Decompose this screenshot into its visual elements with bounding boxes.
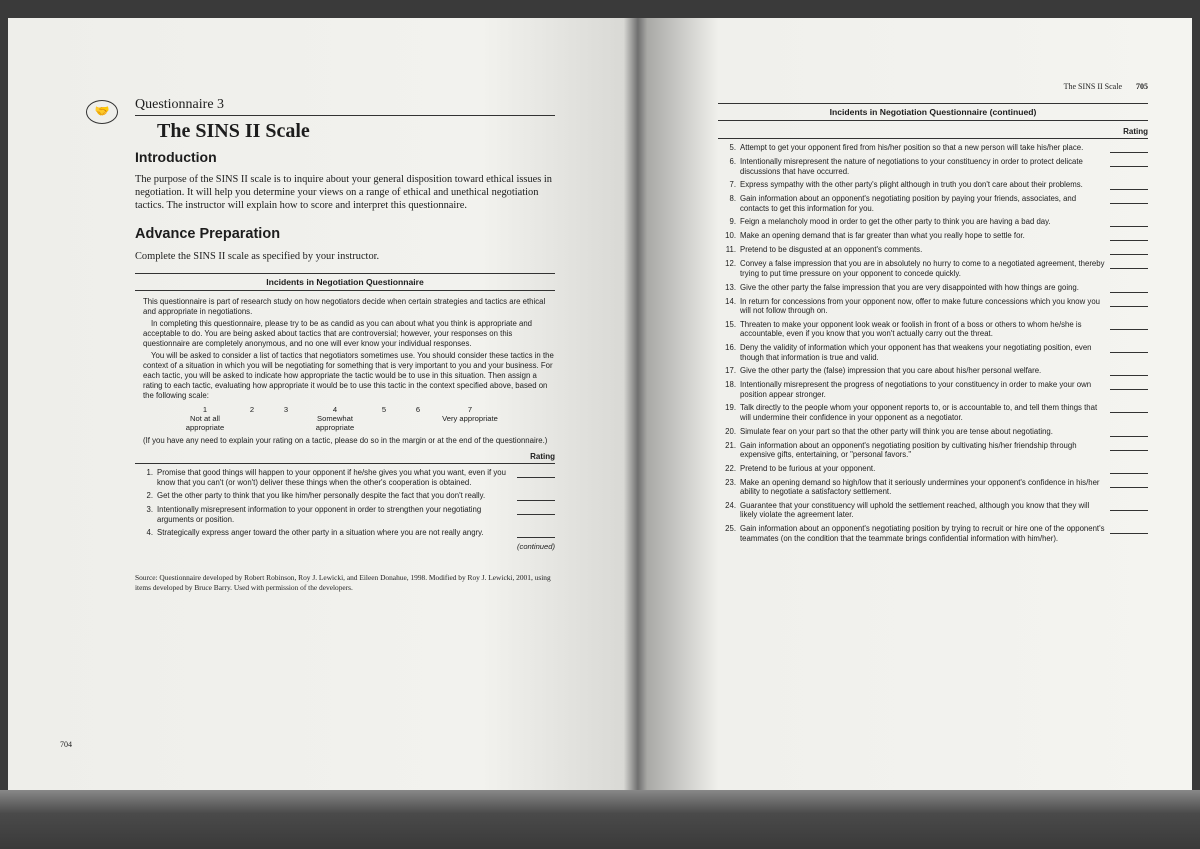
item-number: 19. bbox=[725, 403, 736, 413]
rating-blank[interactable] bbox=[1110, 464, 1148, 474]
item-text: Guarantee that your constituency will uphold the settlement reached, although you know that they will likely violate the agreement later. bbox=[740, 500, 1090, 520]
rating-scale bbox=[175, 405, 555, 432]
item-text: Give the other party the false impression that you are very disappointed with how things are going. bbox=[740, 282, 1079, 292]
list-item bbox=[718, 343, 1148, 362]
item-text: Make an opening demand so high/low that it seriously undermines your opponent's confidence in his/her ability to negotiate a satisfactory settlement. bbox=[740, 477, 1100, 497]
instruction-para-1: This questionnaire is part of research study on how negotiators decide when certain strategies and tactics are ethical and appropriate in negotiations. bbox=[143, 297, 546, 316]
list-item bbox=[718, 403, 1148, 422]
item-text: Intentionally misrepresent information to your opponent in order to strengthen your negotiating arguments or position. bbox=[157, 505, 482, 524]
item-number: 15. bbox=[725, 319, 736, 329]
handshake-icon: 🤝 bbox=[86, 100, 118, 124]
questionnaire-title: Incidents in Negotiation Questionnaire bbox=[135, 273, 555, 291]
list-item bbox=[135, 468, 555, 487]
running-head bbox=[718, 82, 1148, 91]
list-item bbox=[718, 320, 1148, 339]
item-text: Strategically express anger toward the other party in a situation where you are not really angry. bbox=[157, 528, 484, 538]
right-item-list bbox=[718, 143, 1148, 543]
rating-blank[interactable] bbox=[1110, 143, 1148, 153]
rating-blank[interactable] bbox=[1110, 320, 1148, 330]
scale-point: 7 Very appropriate bbox=[442, 405, 498, 423]
item-text: Pretend to be disgusted at an opponent's comments. bbox=[740, 245, 923, 255]
list-item bbox=[718, 180, 1148, 190]
item-number: 12. bbox=[725, 259, 736, 269]
rating-blank[interactable] bbox=[517, 505, 555, 515]
item-text: Pretend to be furious at your opponent. bbox=[740, 463, 876, 473]
list-item bbox=[718, 427, 1148, 437]
item-number: 20. bbox=[725, 426, 736, 436]
item-number: 11. bbox=[725, 245, 736, 255]
item-text: Gain information about an opponent's negotiating position by paying your friends, associates, and contacts to get this information for you. bbox=[740, 194, 1077, 213]
item-number: 22. bbox=[725, 463, 736, 473]
rating-blank[interactable] bbox=[517, 491, 555, 501]
list-item bbox=[718, 259, 1148, 278]
list-item bbox=[718, 143, 1148, 153]
item-text: In return for concessions from your opponent now, offer to make future concessions which you know you will not follow through on. bbox=[740, 296, 1101, 316]
item-text: Gain information about an opponent's negotiating position by trying to recruit or hire one of the opponent's teammates (on the condition that the teammate brings confidential information with him/her). bbox=[740, 524, 1105, 543]
item-text: Feign a melancholy mood in order to get the other party to think you are having a bad day. bbox=[740, 217, 1051, 227]
list-item bbox=[718, 524, 1148, 543]
list-item bbox=[718, 157, 1148, 176]
page-title: The SINS II Scale bbox=[157, 120, 310, 142]
item-number: 16. bbox=[725, 342, 736, 352]
item-number: 5. bbox=[729, 143, 736, 152]
item-text: Intentionally misrepresent the progress of negotiations to your constituency in order to make your own position appear stronger. bbox=[740, 380, 1092, 399]
item-number: 21. bbox=[725, 440, 736, 450]
list-item bbox=[718, 283, 1148, 293]
item-text: Deny the validity of information which your opponent has that weakens your negotiating position, even though that information is true and valid. bbox=[740, 342, 1092, 362]
item-number: 18. bbox=[725, 380, 736, 390]
right-page-number: 705 bbox=[1136, 82, 1148, 91]
rating-blank[interactable] bbox=[1110, 427, 1148, 437]
item-number: 8. bbox=[729, 194, 736, 204]
list-item bbox=[718, 380, 1148, 399]
scale-point: 2 bbox=[249, 405, 255, 414]
header-rule bbox=[135, 115, 555, 116]
item-number: 24. bbox=[725, 500, 736, 510]
continued-note: (continued) bbox=[517, 542, 555, 552]
left-page-number: 704 bbox=[60, 740, 72, 749]
item-number: 13. bbox=[725, 282, 736, 292]
item-number: 3. bbox=[146, 505, 153, 515]
rating-blank[interactable] bbox=[1110, 194, 1148, 204]
rating-blank[interactable] bbox=[1110, 217, 1148, 227]
item-number: 6. bbox=[729, 157, 736, 166]
intro-text: The purpose of the SINS II scale is to inquire about your general disposition toward ethical issues in negotiation. It will help you determine your views on a range of ethical and unethical negotiation tactics. The instructor will explain how to score and interpret this questionnaire. bbox=[135, 174, 552, 211]
rating-blank[interactable] bbox=[1110, 524, 1148, 534]
item-text: Intentionally misrepresent the nature of negotiations to your constituency in order to protect delicate discussions that have occurred. bbox=[740, 157, 1083, 176]
item-text: Gain information about an opponent's negotiating position by cultivating his/her friendship through expensive gifts, entertaining, or "personal favors." bbox=[740, 440, 1077, 460]
list-item bbox=[718, 464, 1148, 474]
rating-blank[interactable] bbox=[517, 528, 555, 538]
rating-blank[interactable] bbox=[1110, 283, 1148, 293]
scale-point: 4 Somewhat appropriate bbox=[315, 405, 355, 432]
rating-blank[interactable] bbox=[1110, 343, 1148, 353]
item-number: 2. bbox=[146, 491, 153, 501]
prep-heading: Advance Preparation bbox=[135, 226, 281, 242]
rating-header-right: Rating bbox=[718, 127, 1148, 139]
item-text: Make an opening demand that is far greater than what you really hope to settle for. bbox=[740, 231, 1025, 241]
rating-blank[interactable] bbox=[517, 468, 555, 478]
rating-blank[interactable] bbox=[1110, 478, 1148, 488]
item-text: Convey a false impression that you are in absolutely no hurry to come to a negotiated agreement, thereby trying to put time pressure on your opponent to concede quickly. bbox=[740, 259, 1105, 278]
running-head-title: The SINS II Scale bbox=[1063, 82, 1122, 91]
item-number: 1. bbox=[146, 468, 153, 477]
item-number: 25. bbox=[725, 524, 736, 534]
list-item bbox=[718, 217, 1148, 227]
rating-blank[interactable] bbox=[1110, 366, 1148, 376]
scale-point: 6 bbox=[415, 405, 421, 414]
instruction-para-2: In completing this questionnaire, please try to be as candid as you can about what you think is appropriate and acceptable to do. You are being asked about tactics that are controversial; however, your responses on this questionnaire are completely anonymous, and no one will ever know your individual responses. bbox=[143, 319, 532, 348]
item-number: 9. bbox=[729, 217, 736, 227]
list-item bbox=[718, 245, 1148, 255]
prep-text: Complete the SINS II scale as specified by your instructor. bbox=[135, 251, 380, 262]
list-item bbox=[718, 478, 1148, 497]
scale-point: 3 bbox=[283, 405, 289, 414]
item-number: 23. bbox=[725, 477, 736, 487]
rating-blank[interactable] bbox=[1110, 441, 1148, 451]
rating-blank[interactable] bbox=[1110, 180, 1148, 190]
rating-blank[interactable] bbox=[1110, 231, 1148, 241]
list-item bbox=[718, 231, 1148, 241]
instruction-para-3: You will be asked to consider a list of tactics that negotiators sometimes use. You should consider these tactics in the context of a situation in which you will be negotiating for something that is very important to you and your business. For each tactic, you will be asked to indicate how appropriate the tactic would be to use in this situation. Then assign a rating to each tactic, evaluating how appropriate it would be to use this tactic in the context specified above, based on the following scale: bbox=[143, 351, 554, 400]
rating-blank[interactable] bbox=[1110, 157, 1148, 167]
left-page bbox=[135, 97, 555, 593]
item-number: 14. bbox=[725, 296, 736, 306]
item-text: Attempt to get your opponent fired from his/her position so that a new person will take his/her place. bbox=[740, 143, 1084, 152]
intro-heading: Introduction bbox=[135, 149, 217, 165]
scale-point: 1 Not at all appropriate bbox=[185, 405, 225, 432]
list-item bbox=[718, 297, 1148, 316]
item-number: 17. bbox=[725, 366, 736, 376]
rating-blank[interactable] bbox=[1110, 259, 1148, 269]
questionnaire-label: Questionnaire 3 bbox=[135, 97, 225, 112]
left-item-list bbox=[135, 468, 555, 538]
scale-point: 5 bbox=[381, 405, 387, 414]
item-text: Talk directly to the people whom your opponent reports to, or is accountable to, and tell them things that will undermine their confidence in your opponent as a negotiator. bbox=[740, 403, 1098, 422]
item-number: 10. bbox=[725, 231, 736, 241]
rating-blank[interactable] bbox=[1110, 245, 1148, 255]
rating-blank[interactable] bbox=[1110, 380, 1148, 390]
right-page bbox=[718, 82, 1148, 547]
item-number: 4. bbox=[146, 528, 153, 538]
rating-header: Rating bbox=[135, 452, 555, 464]
rating-blank[interactable] bbox=[1110, 501, 1148, 511]
item-text: Get the other party to think that you like him/her personally despite the fact that you don't really. bbox=[157, 491, 486, 501]
item-number: 7. bbox=[729, 180, 736, 190]
item-text: Express sympathy with the other party's plight although in truth you don't care about their problems. bbox=[740, 180, 1083, 190]
list-item bbox=[135, 491, 555, 501]
item-text: Promise that good things will happen to your opponent if he/she gives you what you want, even if you know that you can't (or won't) deliver these things when the other's cooperation is obtained. bbox=[157, 468, 506, 487]
instruction-para-4: (If you have any need to explain your rating on a tactic, please do so in the margin or at the end of the questionnaire.) bbox=[143, 436, 548, 445]
list-item bbox=[718, 194, 1148, 213]
questionnaire-title-continued: Incidents in Negotiation Questionnaire (continued) bbox=[718, 103, 1148, 121]
list-item bbox=[135, 505, 555, 524]
list-item bbox=[135, 528, 555, 538]
item-text: Threaten to make your opponent look weak or foolish in front of a boss or others to whom he/she is accountable, even if you know that you won't actually carry out the threat. bbox=[740, 319, 1082, 339]
scan-shadow bbox=[0, 790, 1200, 849]
item-text: Simulate fear on your part so that the other party will think you are tense about negotiating. bbox=[740, 426, 1053, 436]
rating-blank[interactable] bbox=[1110, 403, 1148, 413]
source-note: Source: Questionnaire developed by Robert Robinson, Roy J. Lewicki, and Eileen Donahue, 1998. Modified by Roy J. Lewicki, 2001, using items developed by Bruce Barry. Used with permission of the developers. bbox=[135, 573, 551, 593]
list-item bbox=[718, 366, 1148, 376]
rating-blank[interactable] bbox=[1110, 297, 1148, 307]
list-item bbox=[718, 501, 1148, 520]
item-text: Give the other party the (false) impression that you care about his/her personal welfare. bbox=[740, 366, 1042, 376]
list-item bbox=[718, 441, 1148, 460]
